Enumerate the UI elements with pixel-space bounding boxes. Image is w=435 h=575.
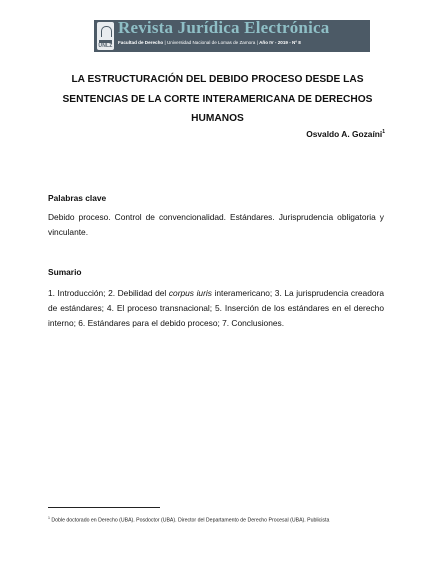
university-info: Universidad Nacional de Lomas de Zamora — [166, 40, 256, 45]
journal-banner — [94, 20, 370, 52]
author-footnote-mark: 1 — [382, 129, 385, 136]
keywords-heading: Palabras clave — [48, 193, 107, 203]
university-logo-icon — [97, 22, 114, 50]
article-title: LA ESTRUCTURACIÓN DEL DEBIDO PROCESO DESDE LAS SENTENCIAS DE LA CORTE INTERAMERICANA DE DERECHOS HUMANOS — [62, 74, 373, 124]
keywords-text: Debido proceso. Control de convencionalidad. Estándares. Jurisprudencia obligatoria y vinculante. — [48, 212, 384, 237]
footnote-text: Doble doctorado en Derecho (UBA). Posdoctor (UBA). Director del Departamento de Derecho Procesal (UBA). Publicista — [49, 517, 330, 524]
logo-text: UNLZ — [98, 43, 113, 49]
summary-italic: corpus iuris — [168, 288, 212, 298]
footnote — [48, 516, 393, 524]
summary-heading: Sumario — [48, 267, 82, 277]
footnote-divider — [48, 507, 160, 508]
journal-subtitle: Facultad de Derecho | Universidad Nacional de Lomas de Zamora | Año IV - 2019 - Nº 8 — [118, 40, 301, 45]
summary-text: 1. Introducción; 2. Debilidad del corpus iuris interamericano; 3. La jurisprudencia creadora de estándares; 4. El proceso transnacional; 5. Inserción de los estándares en el derecho interno; 6. Estándares para el debido proceso; 7. Conclusiones. — [48, 288, 384, 328]
journal-title: Revista Jurídica Electrónica — [118, 20, 330, 37]
author-name: Osvaldo A. Gozaíni — [306, 129, 383, 139]
faculty-name: Facultad de Derecho — [118, 40, 164, 45]
article-author — [306, 129, 385, 139]
footnote-mark: 1 — [48, 516, 50, 520]
issue-info: Año IV - 2019 - Nº 8 — [259, 40, 301, 45]
